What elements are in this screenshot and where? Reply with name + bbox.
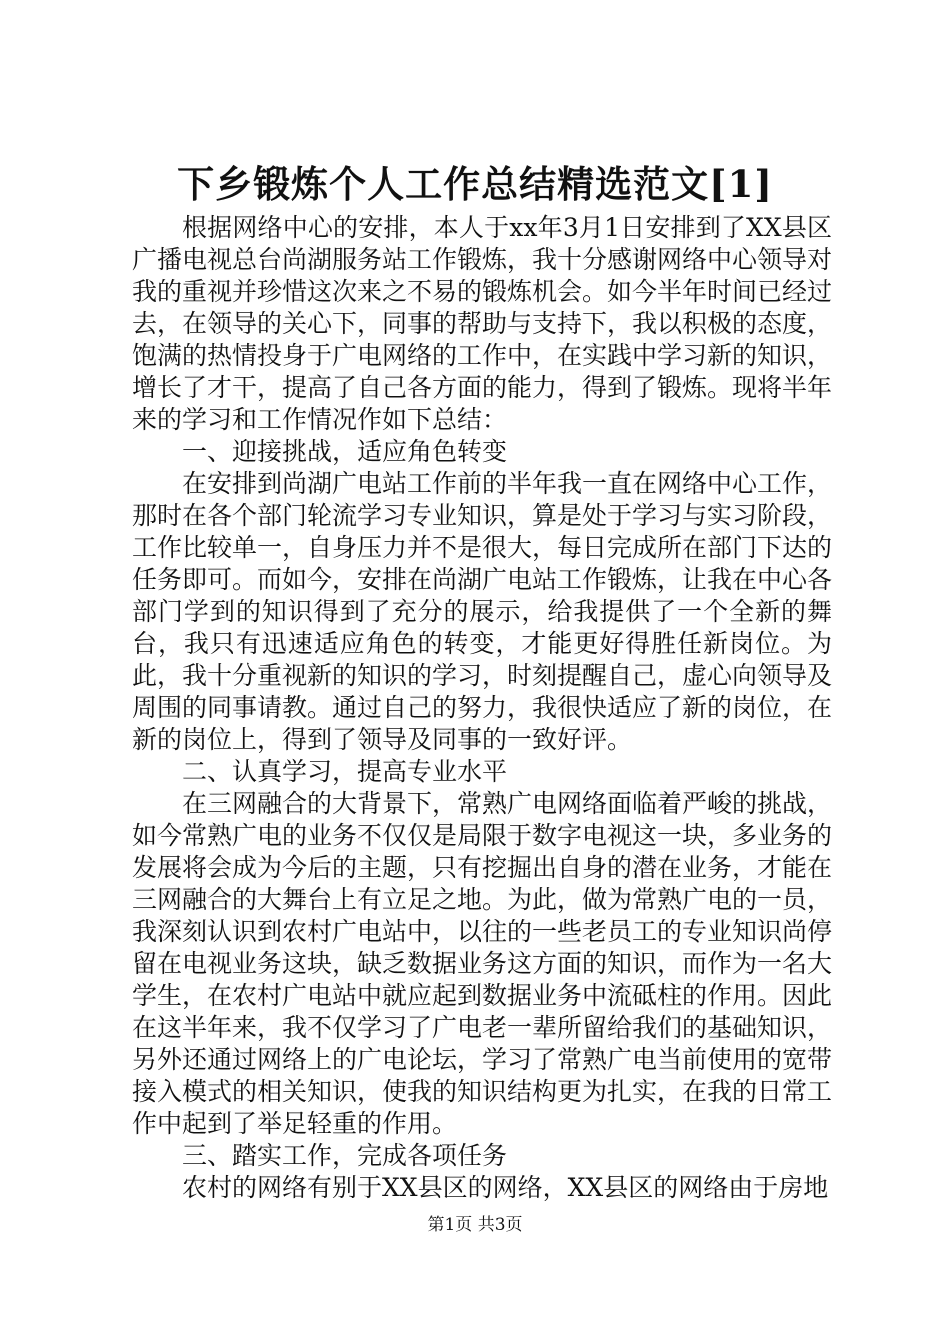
page-footer: 第1页 共3页: [427, 1215, 523, 1235]
paragraph-intro: 根据网络中心的安排，本人于xx年3月1日安排到了XX县区广播电视总台尚湖服务站工作锻炼，我十分感谢网络中心领导对我的重视并珍惜这次来之不易的锻炼机会。如今半年时间已经过去，在领导的关心下，同事的帮助与支持下，我以积极的态度，饱满的热情投身于广电网络的工作中，在实践中学习新的知识，增长了才干，提高了自己各方面的能力，得到了锻炼。现将半年来的学习和工作情况作如下总结：: [132, 213, 833, 434]
paragraph-section-3: 农村的网络有别于XX县区的网络，XX县区的网络由于房地: [182, 1173, 829, 1202]
document-body: [132, 212, 832, 1204]
section-heading-1: 一、迎接挑战，适应角色转变: [182, 437, 508, 466]
page-title: 下乡锻炼个人工作总结精选范文[1]: [177, 162, 773, 206]
section-heading-2: 二、认真学习，提高专业水平: [182, 757, 508, 786]
section-heading-3: 三、踏实工作，完成各项任务: [182, 1141, 508, 1170]
paragraph-section-1: 在安排到尚湖广电站工作前的半年我一直在网络中心工作，那时在各个部门轮流学习专业知识，算是处于学习与实习阶段，工作比较单一，自身压力并不是很大，每日完成所在部门下达的任务即可。而如今，安排在尚湖广电站工作锻炼，让我在中心各部门学到的知识得到了充分的展示，给我提供了一个全新的舞台，我只有迅速适应角色的转变，才能更好得胜任新岗位。为此，我十分重视新的知识的学习，时刻提醒自己，虚心向领导及周围的同事请教。通过自己的努力，我很快适应了新的岗位，在新的岗位上，得到了领导及同事的一致好评。: [132, 469, 833, 754]
paragraph-section-2: 在三网融合的大背景下，常熟广电网络面临着严峻的挑战，如今常熟广电的业务不仅仅是局限于数字电视这一块，多业务的发展将会成为今后的主题，只有挖掘出自身的潜在业务，才能在三网融合的大舞台上有立足之地。为此，做为常熟广电的一员，我深刻认识到农村广电站中，以往的一些老员工的专业知识尚停留在电视业务这块，缺乏数据业务这方面的知识，而作为一名大学生，在农村广电站中就应起到数据业务中流砥柱的作用。因此在这半年来，我不仅学习了广电老一辈所留给我们的基础知识，另外还通过网络上的广电论坛，学习了常熟广电当前使用的宽带接入模式的相关知识，使我的知识结构更为扎实，在我的日常工作中起到了举足轻重的作用。: [132, 789, 833, 1138]
